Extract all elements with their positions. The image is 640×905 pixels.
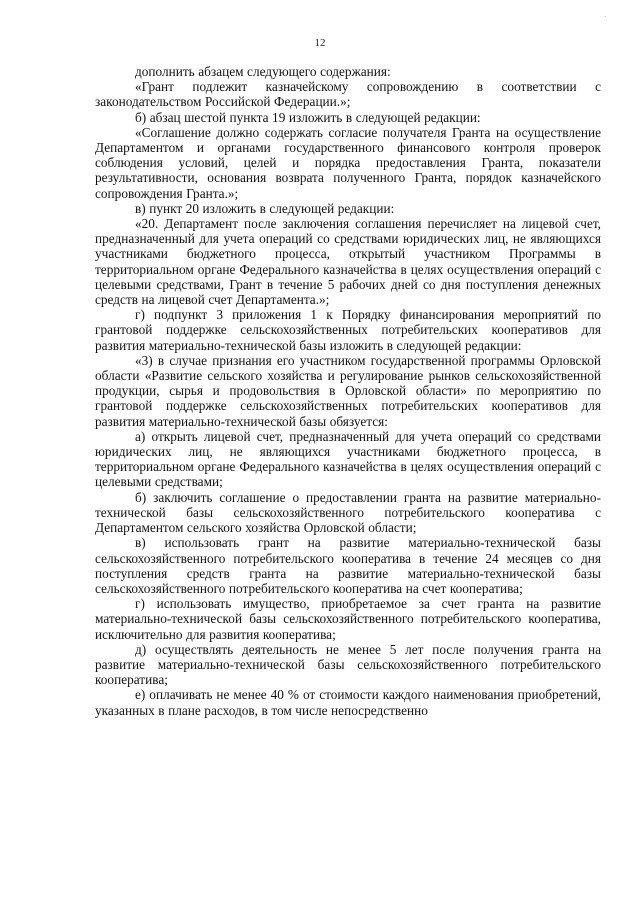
paragraph: е) оплачивать не менее 40 % от стоимости каждого наименования приобретений, указанных в плане расходов, в том числе непосредственно <box>95 687 601 718</box>
paragraph: в) пункт 20 изложить в следующей редакции: <box>135 200 395 216</box>
paragraph: а) открыть лицевой счет, предназначенный для учета операций со средствами юридических лиц, не являющихся участниками бюджетного процесса, в территориальном органе Федерального казначейства в целях осуществления операций с целевыми средствами; <box>95 428 601 490</box>
document-body <box>95 64 601 718</box>
corner-mark: · <box>604 13 607 21</box>
paragraph: б) абзац шестой пункта 19 изложить в следующей редакции: <box>135 109 481 125</box>
paragraph: д) осуществлять деятельность не менее 5 лет после получения гранта на развитие материально-технической базы сельскохозяйственного потребительского кооператива; <box>95 641 601 688</box>
paragraph: б) заключить соглашение о предоставлении гранта на развитие материально-технической базы сельскохозяйственного потребительского кооператива с Департаментом сельского хозяйства Орловской области; <box>95 489 601 536</box>
paragraph: «Грант подлежит казначейскому сопровождению в соответствии с законодательством Российской Федерации.»; <box>95 79 601 110</box>
paragraph: «20. Департамент после заключения соглашения перечисляет на лицевой счет, предназначенный для учета операций со средствами юридических лиц, не являющихся участниками бюджетного процесса, открытый участником Программы в территориальном органе Федерального казначейства в целях осуществления операций с целевыми средствами, Грант в течение 5 рабочих дней со дня поступления денежных средств на лицевой счет Департамента.»; <box>95 216 601 308</box>
paragraph: г) подпункт 3 приложения 1 к Порядку финансирования мероприятий по грантовой поддержке сельскохозяйственных потребительских кооперативов для развития материально-технической базы изложить в следующей редакции: <box>95 307 601 353</box>
paragraph: дополнить абзацем следующего содержания: <box>135 64 391 79</box>
paragraph: в) использовать грант на развитие материально-технической базы сельскохозяйственного потребительского кооператива в течение 24 месяцев со дня поступления средств гранта на развитие материально-технической базы сельскохозяйственного потребительского кооператива на счет кооператива; <box>95 535 601 596</box>
paragraph: «Соглашение должно содержать согласие получателя Гранта на осуществление Департаментом и органами государственного финансового контроля проверок соблюдения условий, целей и порядка предоставления Гранта, показатели результативности, основания возврата полученного Гранта, порядок казначейского сопровождения Гранта.»; <box>95 124 601 201</box>
page-number: 12 <box>314 37 326 49</box>
paragraph: «3) в случае признания его участником государственной программы Орловской области «Развитие сельского хозяйства и регулирование рынков сельскохозяйственной продукции, сырья и продовольствия в Орловской области» по мероприятию по грантовой поддержке сельскохозяйственных потребительских кооперативов для развития материально-технической базы обязуется: <box>95 352 601 429</box>
paragraph: г) использовать имущество, приобретаемое за счет гранта на развитие материально-технической базы сельскохозяйственного потребительского кооператива, исключительно для развития кооператива; <box>95 596 601 642</box>
